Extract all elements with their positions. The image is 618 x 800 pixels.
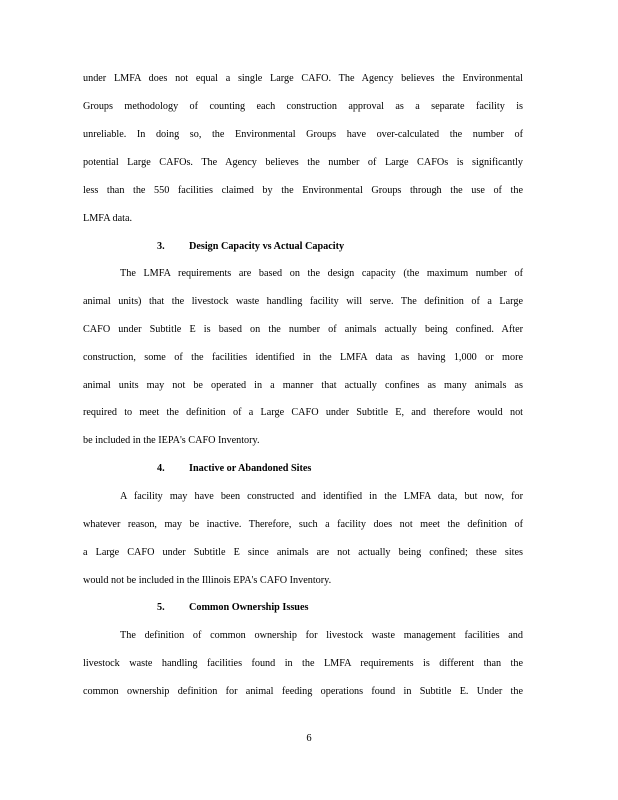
body-text-line: construction, some of the facilities identified in the LMFA data as having 1,000 or more: [83, 352, 523, 363]
section-title: Design Capacity vs Actual Capacity: [189, 241, 345, 252]
body-text-line: less than the 550 facilities claimed by the Environmental Groups through the use of the: [83, 185, 523, 196]
body-text-line: The definition of common ownership for livestock waste management facilities and: [120, 630, 523, 641]
body-text-line: would not be included in the Illinois EPA's CAFO Inventory.: [83, 575, 332, 586]
body-text-line: whatever reason, may be inactive. Therefore, such a facility does not meet the definition of: [83, 519, 523, 530]
section-heading: [157, 462, 517, 476]
section-title: Inactive or Abandoned Sites: [189, 463, 312, 474]
body-text-line: common ownership definition for animal feeding operations found in Subtitle E. Under the: [83, 686, 523, 697]
section-number: 3.: [157, 241, 165, 252]
section-heading: [157, 240, 517, 254]
body-text-line: potential Large CAFOs. The Agency believes the number of Large CAFOs is significantly: [83, 157, 523, 168]
body-text-line: The LMFA requirements are based on the design capacity (the maximum number of: [120, 268, 523, 279]
body-text-line: Groups methodology of counting each construction approval as a separate facility is: [83, 101, 523, 112]
section-title: Common Ownership Issues: [189, 602, 309, 613]
body-text-line: a Large CAFO under Subtitle E since animals are not actually being confined; these sites: [83, 547, 523, 558]
page-number: 6: [306, 733, 312, 744]
body-text-line: be included in the IEPA's CAFO Inventory.: [83, 435, 260, 446]
body-text-line: animal units may not be operated in a manner that actually confines as many animals as: [83, 380, 523, 391]
body-text-line: LMFA data.: [83, 213, 133, 224]
section-heading: [157, 601, 517, 615]
body-text-line: required to meet the definition of a Large CAFO under Subtitle E, and therefore would not: [83, 407, 523, 418]
body-text-line: animal units) that the livestock waste handling facility will serve. The definition of a Large: [83, 296, 523, 307]
body-text-line: unreliable. In doing so, the Environmental Groups have over-calculated the number of: [83, 129, 523, 140]
body-text-line: CAFO under Subtitle E is based on the number of animals actually being confined. After: [83, 324, 523, 335]
section-number: 5.: [157, 602, 165, 613]
body-text-line: livestock waste handling facilities found in the LMFA requirements is different than the: [83, 658, 523, 669]
body-text-line: A facility may have been constructed and identified in the LMFA data, but now, for: [120, 491, 523, 502]
section-number: 4.: [157, 463, 165, 474]
body-text-line: under LMFA does not equal a single Large CAFO. The Agency believes the Environmental: [83, 73, 523, 84]
